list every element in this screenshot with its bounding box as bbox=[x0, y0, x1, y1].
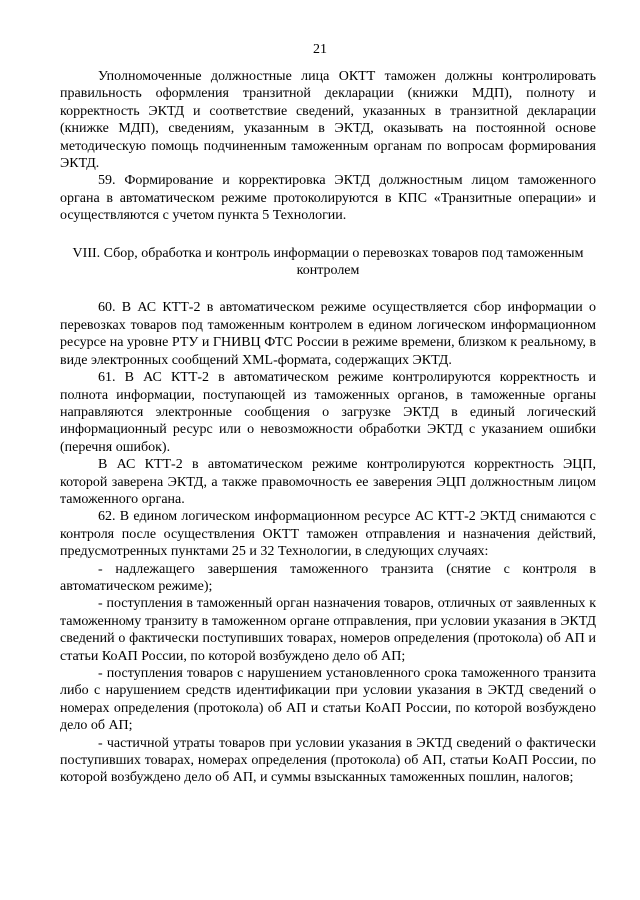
section-heading: VIII. Сбор, обработка и контроль информации о перевозках товаров под таможенным контролем bbox=[72, 245, 584, 279]
document-body bbox=[60, 68, 596, 787]
paragraph-62: 62. В едином логическом информационном ресурсе АС КТТ-2 ЭКТД снимаются с контроля после осуществления ОКТТ таможен отправления и назначения действий, предусмотренных пунктами 25 и 32 Технологии, в следующих случаях: bbox=[60, 509, 596, 560]
paragraph-61-second: В АС КТТ-2 в автоматическом режиме контролируются корректность ЭЦП, которой заверена ЭКТД, а также правомочность ее заверения ЭЦП должностным лицом таможенного органа. bbox=[60, 457, 596, 507]
list-item-3: - поступления товаров с нарушением установленного срока таможенного транзита либо с нарушением средств идентификации при условии указания в ЭКТД сведений о номерах определения (протокола) об АП и статьи КоАП России, по которой возбуждено дело об АП; bbox=[60, 666, 596, 734]
list-item-1: - надлежащего завершения таможенного транзита (снятие с контроля в автоматическом режиме); bbox=[60, 561, 596, 594]
paragraph-continuation: Уполномоченные должностные лица ОКТТ таможен должны контролировать правильность оформления транзитной декларации (книжки МДП), полноту и корректность ЭКТД и соответствие сведений, указанных в транзитной декларации (книжке МДП), сведениям, указанным в ЭКТД, оказывать на постоянной основе методическую помощь подчиненным таможенным органам по вопросам формирования ЭКТД. bbox=[60, 69, 596, 172]
list-item-2: - поступления в таможенный орган назначения товаров, отличных от заявленных к таможенному транзиту в таможенном органе отправления, при условии указания в ЭКТД сведений о фактически поступивших товарах, номеров определения (протокола) об АП и статьи КоАП России, по которой возбуждено дело об АП; bbox=[60, 596, 596, 664]
list-item-4: - частичной утраты товаров при условии указания в ЭКТД сведений о фактически поступивших товарах, номерах определения (протокола) об АП, статьи КоАП России, по которой возбуждено дело об АП, и суммы взысканных таможенных пошлин, налогов; bbox=[60, 735, 596, 786]
paragraph-59: 59. Формирование и корректировка ЭКТД должностным лицом таможенного органа в автоматическом режиме протоколируются в КПС «Транзитные операции» и осуществляются с учетом пункта 5 Технологии. bbox=[60, 173, 596, 224]
paragraph-61: 61. В АС КТТ-2 в автоматическом режиме контролируются корректность и полнота информации, поступающей из таможенных органов, в таможенные органы направляются электронные сообщения о загрузке ЭКТД в единый логический информационный ресурс или о невозможности обработки ЭКТД с указанием ошибки (перечня ошибок). bbox=[60, 370, 596, 455]
page-number: 21 bbox=[313, 42, 327, 57]
paragraph-60: 60. В АС КТТ-2 в автоматическом режиме осуществляется сбор информации о перевозках товаров под таможенным контролем в едином логическом информационном ресурсе на уровне РТУ и ГНИВЦ ФТС России в режиме времени, близком к реальному, в виде электронных сообщений XML-формата, содержащих ЭКТД. bbox=[60, 300, 596, 368]
